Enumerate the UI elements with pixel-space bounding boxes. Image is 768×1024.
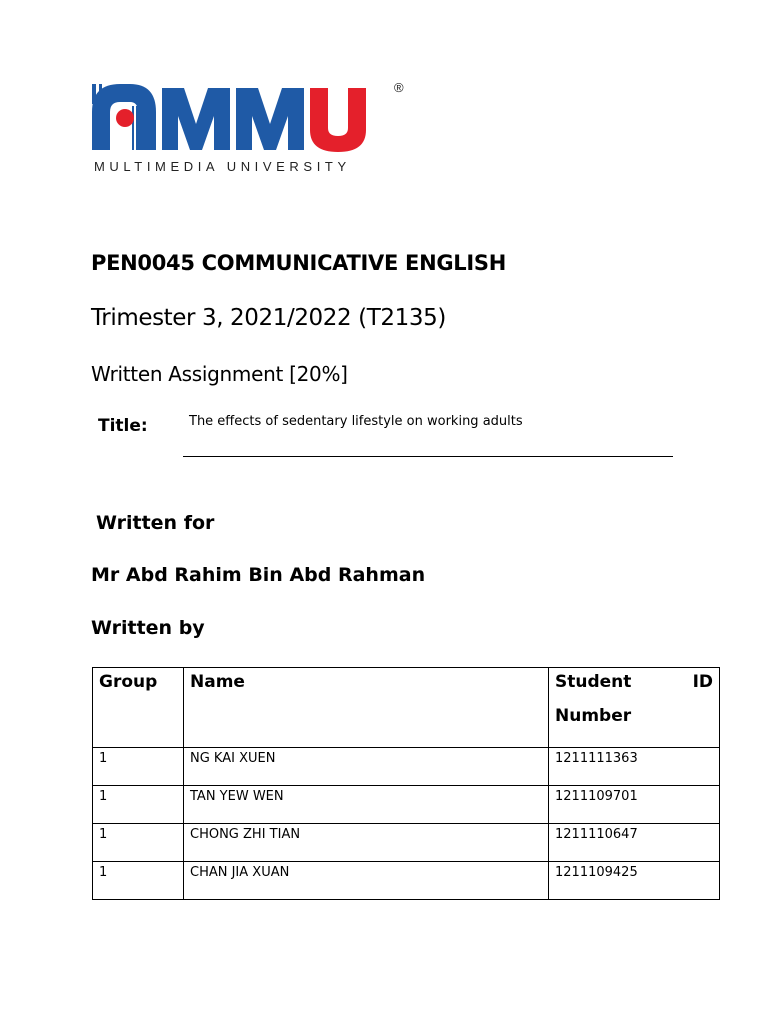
course-title: PEN0045 COMMUNICATIVE ENGLISH bbox=[91, 251, 507, 275]
lecturer-name: Mr Abd Rahim Bin Abd Rahman bbox=[91, 564, 426, 586]
table-row bbox=[93, 748, 720, 786]
table-row bbox=[93, 824, 720, 862]
header-name: Name bbox=[184, 668, 549, 748]
title-value: The effects of sedentary lifestyle on working adults bbox=[189, 414, 523, 429]
registered-mark: ® bbox=[394, 80, 404, 95]
cell-student-id: 1211109425 bbox=[549, 862, 720, 900]
cell-name: CHAN JIA XUAN bbox=[184, 862, 549, 900]
header-student-id bbox=[549, 668, 720, 748]
title-label: Title: bbox=[98, 416, 148, 436]
written-by-label: Written by bbox=[91, 617, 205, 639]
cell-group: 1 bbox=[93, 862, 184, 900]
cell-name: NG KAI XUEN bbox=[184, 748, 549, 786]
cell-student-id: 1211109701 bbox=[549, 786, 720, 824]
logo-subtitle: MULTIMEDIA UNIVERSITY bbox=[94, 159, 351, 174]
written-for-label: Written for bbox=[96, 512, 215, 534]
cell-group: 1 bbox=[93, 748, 184, 786]
header-id: ID bbox=[692, 672, 713, 692]
trimester-text: Trimester 3, 2021/2022 (T2135) bbox=[91, 305, 446, 331]
header-student: Student bbox=[555, 672, 632, 692]
cell-group: 1 bbox=[93, 824, 184, 862]
cell-student-id: 1211111363 bbox=[549, 748, 720, 786]
members-table bbox=[92, 667, 720, 900]
mmu-logo-mark bbox=[90, 80, 400, 180]
cell-name: CHONG ZHI TIAN bbox=[184, 824, 549, 862]
header-number: Number bbox=[555, 706, 632, 726]
mmu-logo bbox=[90, 80, 420, 180]
header-group: Group bbox=[93, 668, 184, 748]
table-row bbox=[93, 786, 720, 824]
assignment-text: Written Assignment [20%] bbox=[91, 362, 348, 386]
table-header-row bbox=[93, 668, 720, 748]
table-row bbox=[93, 862, 720, 900]
cell-name: TAN YEW WEN bbox=[184, 786, 549, 824]
cell-group: 1 bbox=[93, 786, 184, 824]
title-underline bbox=[183, 456, 673, 457]
cell-student-id: 1211110647 bbox=[549, 824, 720, 862]
